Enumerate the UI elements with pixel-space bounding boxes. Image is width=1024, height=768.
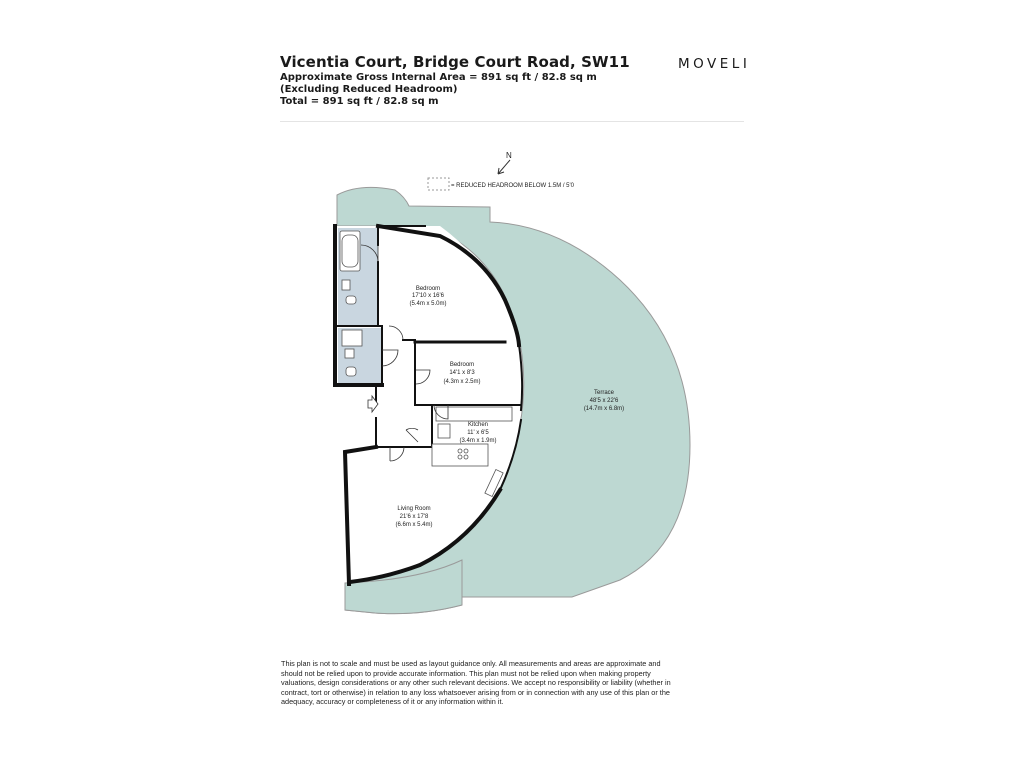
brand-logo-text: MOVELI bbox=[678, 56, 751, 72]
room-dims-metric: (14.7m x 6.8m) bbox=[583, 406, 625, 412]
toilet-1 bbox=[346, 296, 356, 304]
total-line: Total = 891 sq ft / 82.8 sq m bbox=[280, 96, 439, 107]
headroom-legend-label: = REDUCED HEADROOM BELOW 1.5M / 5'0 bbox=[451, 183, 575, 189]
room-dims-metric: (3.4m x 1.9m) bbox=[459, 438, 497, 444]
disclaimer-text: This plan is not to scale and must be used as layout guidance only. All measurements and areas are approximate and should not be relied upon to provide accurate information. This plan must not be relied upon when making property valuations, design considerations or any other such relevant decisions. We accept no responsibility or liability (whether in contract, tort or otherwise) in relation to any loss whatsoever arising from or in connection with any use of this plan or the adequacy, accuracy or completeness of it or any information within it. bbox=[281, 659, 671, 707]
room-name: Bedroom bbox=[415, 286, 441, 292]
shower bbox=[342, 330, 362, 346]
room-dims-metric: (4.3m x 2.5m) bbox=[443, 379, 481, 385]
page-title: Vicentia Court, Bridge Court Road, SW11 bbox=[280, 53, 630, 71]
room-dims: 14'1 x 8'3 bbox=[449, 370, 475, 376]
room-dims: 21'6 x 17'8 bbox=[399, 514, 429, 520]
room-dims-metric: (5.4m x 5.0m) bbox=[409, 301, 447, 307]
sink-1 bbox=[342, 280, 350, 290]
room-dims: 48'5 x 22'6 bbox=[589, 398, 619, 404]
compass-label: N bbox=[506, 151, 512, 160]
room-name: Bedroom bbox=[449, 362, 475, 368]
north-compass-icon bbox=[498, 160, 510, 174]
room-name: Living Room bbox=[397, 506, 431, 512]
sink-2 bbox=[345, 349, 354, 358]
room-living bbox=[395, 506, 432, 528]
room-dims: 17'10 x 16'6 bbox=[412, 293, 444, 299]
excluding-line: (Excluding Reduced Headroom) bbox=[280, 84, 458, 95]
room-dims: 11' x 6'5 bbox=[467, 430, 489, 436]
kitchen-sink bbox=[438, 424, 450, 438]
room-name: Kitchen bbox=[467, 422, 489, 428]
room-name: Terrace bbox=[593, 390, 615, 396]
area-line: Approximate Gross Internal Area = 891 sq ft / 82.8 sq m bbox=[280, 72, 597, 83]
room-dims-metric: (6.6m x 5.4m) bbox=[395, 522, 433, 528]
toilet-2 bbox=[346, 367, 356, 376]
headroom-legend-swatch bbox=[428, 178, 449, 190]
